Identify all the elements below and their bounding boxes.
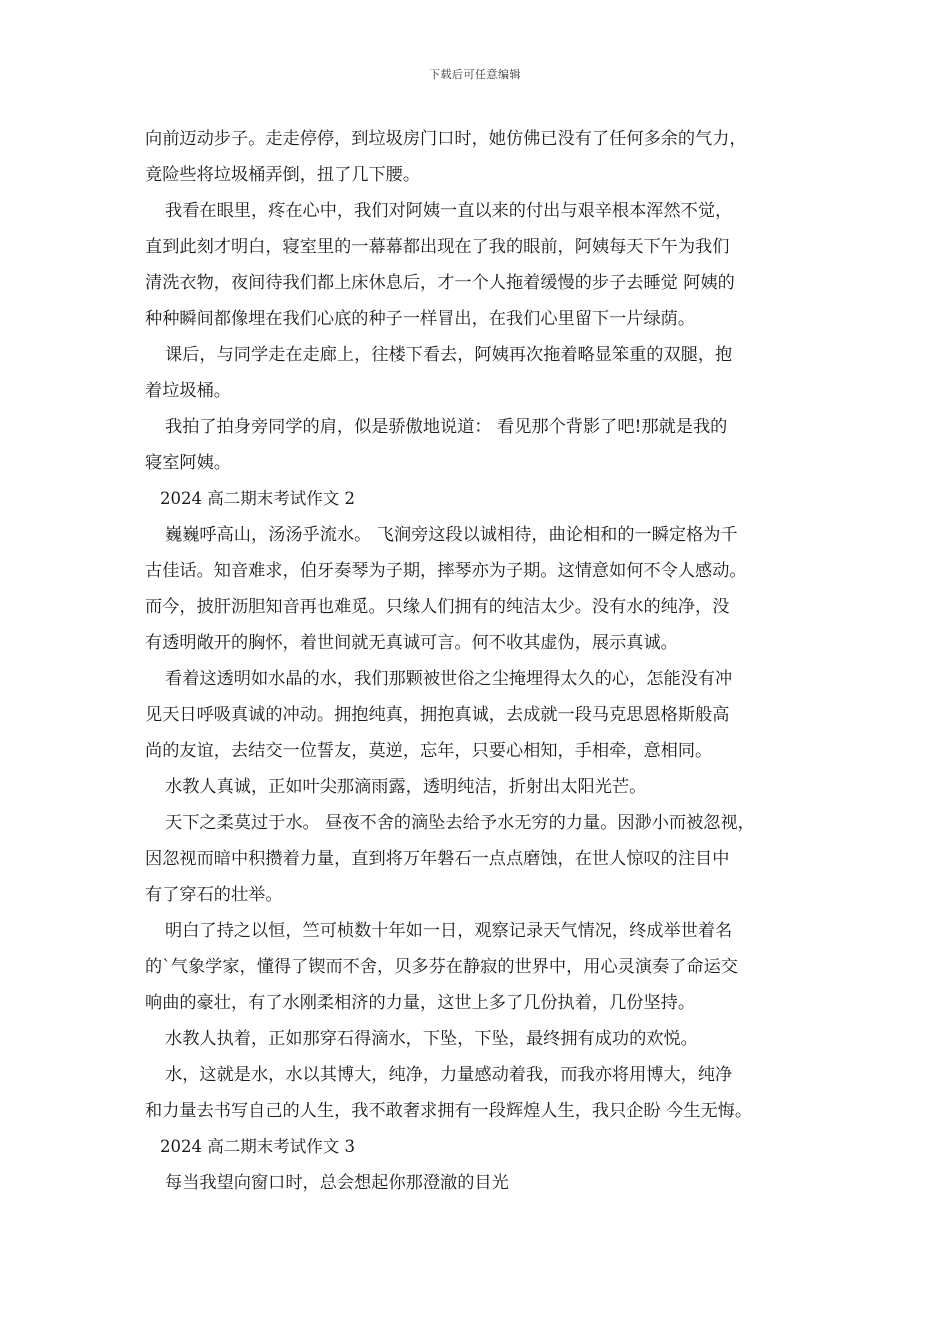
- document-body: [145, 121, 817, 1201]
- page-header: 下载后可任意编辑: [429, 68, 521, 81]
- text-line: 竟险些将垃圾桶弄倒，扭了几下腰。: [145, 165, 421, 185]
- text-line: 的`气象学家，懂得了锲而不舍，贝多芬在静寂的世界中，用心灵演奏了命运交: [145, 957, 738, 977]
- text-line: 古佳话。知音难求，伯牙奏琴为子期，摔琴亦为子期。这情意如何不令人感动。: [145, 561, 747, 581]
- text-line: 而今，披肝沥胆知音再也难觅。只缘人们拥有的纯洁太少。没有水的纯净，没: [145, 597, 730, 617]
- text-line: 和力量去书写自己的人生，我不敢奢求拥有一段辉煌人生，我只企盼 今生无悔。: [145, 1101, 753, 1121]
- text-line: 响曲的豪壮，有了水刚柔相济的力量，这世上多了几份执着，几份坚持。: [145, 993, 696, 1013]
- text-line: 有透明敞开的胸怀，着世间就无真诚可言。何不收其虚伪，展示真诚。: [145, 633, 678, 653]
- text-line: 我拍了拍身旁同学的肩，似是骄傲地说道： 看见那个背影了吧!那就是我的: [165, 417, 728, 437]
- text-line: 水教人执着，正如那穿石得滴水，下坠，下坠，最终拥有成功的欢悦。: [165, 1029, 698, 1049]
- text-line: 有了穿石的壮举。: [145, 885, 283, 905]
- text-line: 尚的友谊，去结交一位誓友，莫逆，忘年，只要心相知，手相牵，意相同。: [145, 741, 713, 761]
- text-line: 直到此刻才明白，寝室里的一幕幕都出现在了我的眼前，阿姨每天下午为我们: [145, 237, 730, 257]
- section-heading: 2024 高二期末考试作文 3: [160, 1137, 355, 1156]
- text-line: 巍巍呼高山，汤汤乎流水。 飞涧旁这段以诚相待，曲论相和的一瞬定格为千: [165, 525, 738, 545]
- text-line: 着垃圾桶。: [145, 381, 231, 401]
- text-line: 看着这透明如水晶的水，我们那颗被世俗之尘掩埋得太久的心，怎能没有冲: [165, 669, 733, 689]
- text-line: 天下之柔莫过于水。 昼夜不舍的滴坠去给予水无穷的力量。因渺小而被忽视，: [165, 813, 755, 833]
- text-line: 种种瞬间都像埋在我们心底的种子一样冒出，在我们心里留下一片绿荫。: [145, 309, 696, 329]
- text-line: 明白了持之以恒，竺可桢数十年如一日，观察记录天气情况，终成举世着名: [165, 921, 733, 941]
- text-line: 向前迈动步子。走走停停，到垃圾房门口时，她仿佛已没有了任何多余的气力，: [145, 129, 747, 149]
- text-line: 课后，与同学走在走廊上，往楼下看去，阿姨再次拖着略显笨重的双腿，抱: [165, 345, 733, 365]
- text-line: 因忽视而暗中积攒着力量，直到将万年磐石一点点磨蚀，在世人惊叹的注目中: [145, 849, 730, 869]
- text-line: 清洗衣物，夜间待我们都上床休息后，才一个人拖着缓慢的步子去睡觉 阿姨的: [145, 273, 735, 293]
- section-heading: 2024 高二期末考试作文 2: [160, 489, 355, 508]
- text-line: 每当我望向窗口时，总会想起你那澄澈的目光: [165, 1173, 509, 1193]
- text-line: 我看在眼里，疼在心中，我们对阿姨一直以来的付出与艰辛根本浑然不觉，: [165, 201, 733, 221]
- text-line: 见天日呼吸真诚的冲动。拥抱纯真，拥抱真诚，去成就一段马克思恩格斯般高: [145, 705, 730, 725]
- text-line: 水教人真诚，正如叶尖那滴雨露，透明纯洁，折射出太阳光芒。: [165, 777, 647, 797]
- text-line: 水，这就是水，水以其博大，纯净，力量感动着我，而我亦将用博大，纯净: [165, 1065, 733, 1085]
- text-line: 寝室阿姨。: [145, 453, 231, 473]
